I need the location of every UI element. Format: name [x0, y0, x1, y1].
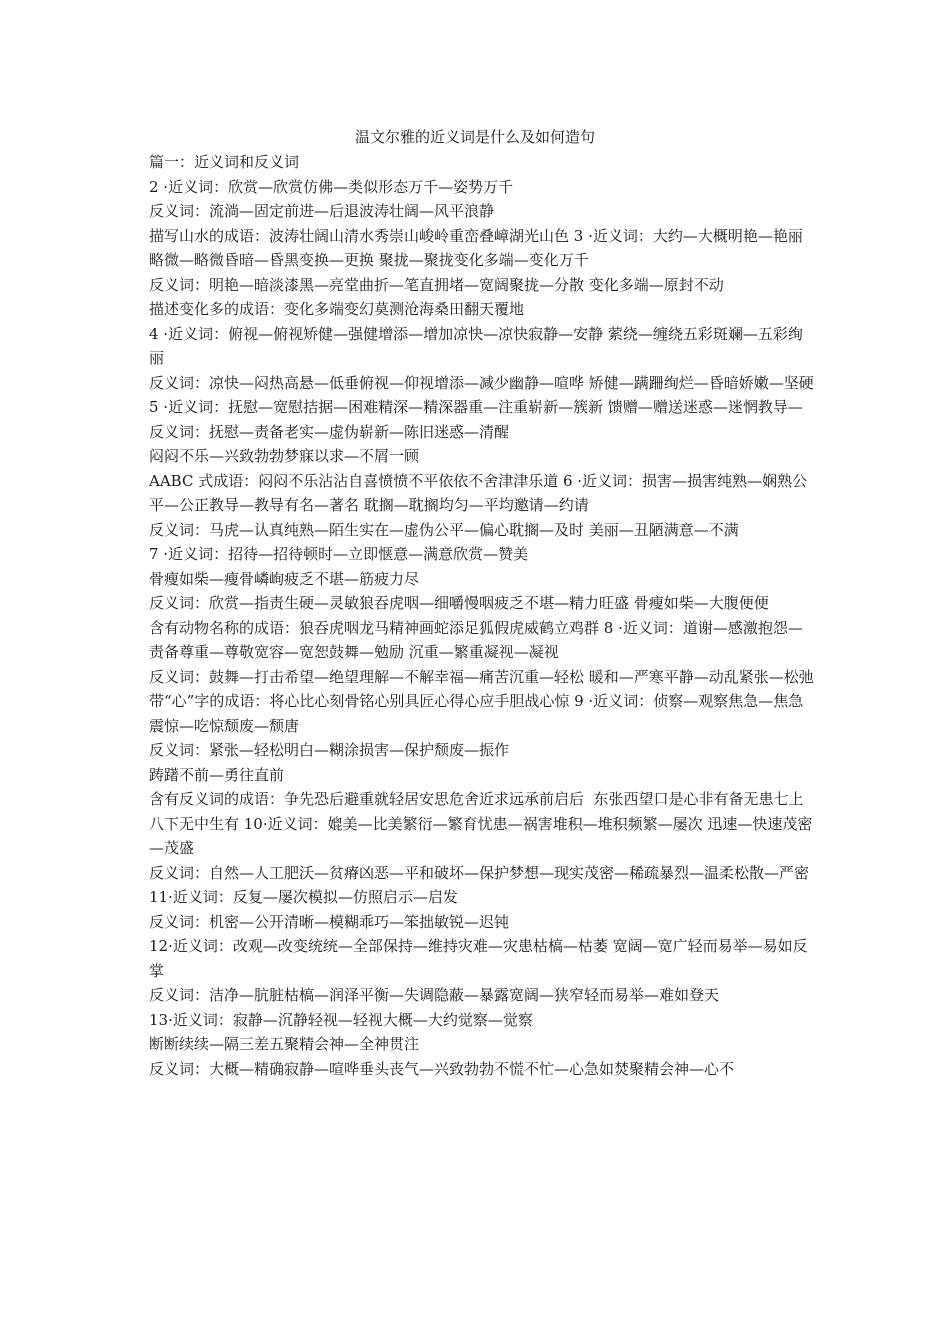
paragraph: 描写山水的成语：波涛壮阔山清水秀崇山峻岭重峦叠嶂湖光山色 3 ·近义词：大约—大概明艳—艳丽略微—略微昏暗—昏黑变换—更换 聚拢—聚拢变化多端—变化万千 — [149, 226, 803, 269]
paragraph: 骨瘦如柴—瘦骨嶙峋疲乏不堪—筋疲力尽 — [149, 569, 420, 588]
document-title: 温文尔雅的近义词是什么及如何造句 — [354, 128, 595, 146]
paragraph: 反义词：抚慰—责备老实—虚伪崭新—陈旧迷惑—清醒 — [149, 422, 510, 441]
paragraph: 带“心”字的成语：将心比心刻骨铭心别具匠心得心应手胆战心惊 9 ·近义词：侦察—观察焦急—焦急震惊—吃惊颓废—颓唐 — [149, 692, 804, 735]
paragraph: 13·近义词：寂静—沉静轻视—轻视大概—大约觉察—觉察 — [149, 1010, 533, 1029]
paragraph: 断断续续—隔三差五聚精会神—全神贯注 — [149, 1035, 420, 1053]
paragraph: 闷闷不乐—兴致勃勃梦寐以求—不屑一顾 — [149, 447, 420, 465]
paragraph: 反义词：紧张—轻松明白—糊涂损害—保护颓废—振作 — [149, 741, 510, 759]
paragraph: 含有动物名称的成语：狼吞虎咽龙马精神画蛇添足狐假虎威鹤立鸡群 8 ·近义词：道谢—感激抱怨—责备尊重—尊敬宽容—宽恕鼓舞—勉励 沉重—繁重凝视—凝视 — [149, 618, 803, 661]
paragraph: 反义词：机密—公开清晰—模糊乖巧—笨拙敏锐—迟钝 — [149, 912, 510, 931]
paragraph: AABC 式成语：闷闷不乐沾沾自喜愤愤不平依依不舍津津乐道 6 ·近义词：损害—损害纯熟—娴熟公平—公正教导—教导有名—著名 耽搁—耽搁均匀—平均邀请—约请 — [149, 471, 808, 514]
paragraph: 2 ·近义词：欣赏—欣赏仿佛—类似形态万千—姿势万千 — [149, 177, 514, 196]
paragraph: 反义词：洁净—肮脏枯槁—润泽平衡—失调隐蔽—暴露宽阔—狭窄轻而易举—难如登天 — [149, 986, 720, 1004]
paragraph: 反义词：欣赏—指责生硬—灵敏狼吞虎咽—细嚼慢咽疲乏不堪—精力旺盛 骨瘦如柴—大腹便便 — [149, 594, 769, 612]
paragraph: 反义词：自然—人工肥沃—贫瘠凶恶—平和破坏—保护梦想—现实茂密—稀疏暴烈—温柔松散—严密 — [149, 863, 810, 882]
paragraph: 反义词：马虎—认真纯熟—陌生实在—虚伪公平—偏心耽搁—及时 美丽—丑陋满意—不满 — [149, 520, 739, 539]
paragraph: 反义词：流淌—固定前进—后退波涛壮阔—风平浪静 — [149, 202, 495, 220]
paragraph: 篇一：近义词和反义词 — [149, 153, 300, 171]
paragraph: 11·近义词：反复—屡次模拟—仿照启示—启发 — [149, 888, 458, 906]
paragraph: 反义词：明艳—暗淡漆黑—亮堂曲折—笔直拥堵—宽阔聚拢—分散 变化多端—原封不动 — [149, 275, 724, 294]
paragraph: 12·近义词：改观—改变统统—全部保持—维持灾难—灾患枯槁—枯萎 宽阔—宽广轻而易举—易如反掌 — [149, 937, 808, 980]
paragraph: 踌躇不前—勇往直前 — [149, 765, 285, 784]
paragraph: 描述变化多的成语：变化多端变幻莫测沧海桑田翻天覆地 — [149, 300, 525, 318]
document-body — [145, 150, 817, 1081]
paragraph: 反义词：鼓舞—打击希望—绝望理解—不解幸福—痛苦沉重—轻松 暖和—严寒平静—动乱紧张—松弛 — [149, 667, 814, 686]
paragraph: 5 ·近义词：抚慰—宽慰拮据—困难精深—精深器重—注重崭新—簇新 馈赠—赠送迷惑—迷惘教导— — [149, 398, 803, 416]
paragraph: 含有反义词的成语：争先恐后避重就轻居安思危舍近求远承前启后 东张西望口是心非有备无患七上八下无中生有 10·近义词：媲美—比美繁衍—繁育忧患—祸害堆积—堆积频繁—屡次 迅速—快速茂密—茂盛 — [149, 790, 813, 857]
paragraph: 反义词：凉快—闷热高悬—低垂俯视—仰视增添—减少幽静—喧哗 矫健—蹒跚绚烂—昏暗娇嫩—坚硬 — [149, 373, 814, 392]
paragraph: 7 ·近义词：招待—招待顿时—立即惬意—满意欣赏—赞美 — [149, 545, 529, 563]
paragraph: 4 ·近义词：俯视—俯视矫健—强健增添—增加凉快—凉快寂静—安静 萦绕—缠绕五彩斑斓—五彩绚丽 — [149, 324, 803, 367]
paragraph: 反义词：大概—精确寂静—喧哗垂头丧气—兴致勃勃不慌不忙—心急如焚聚精会神—心不 — [149, 1059, 735, 1078]
